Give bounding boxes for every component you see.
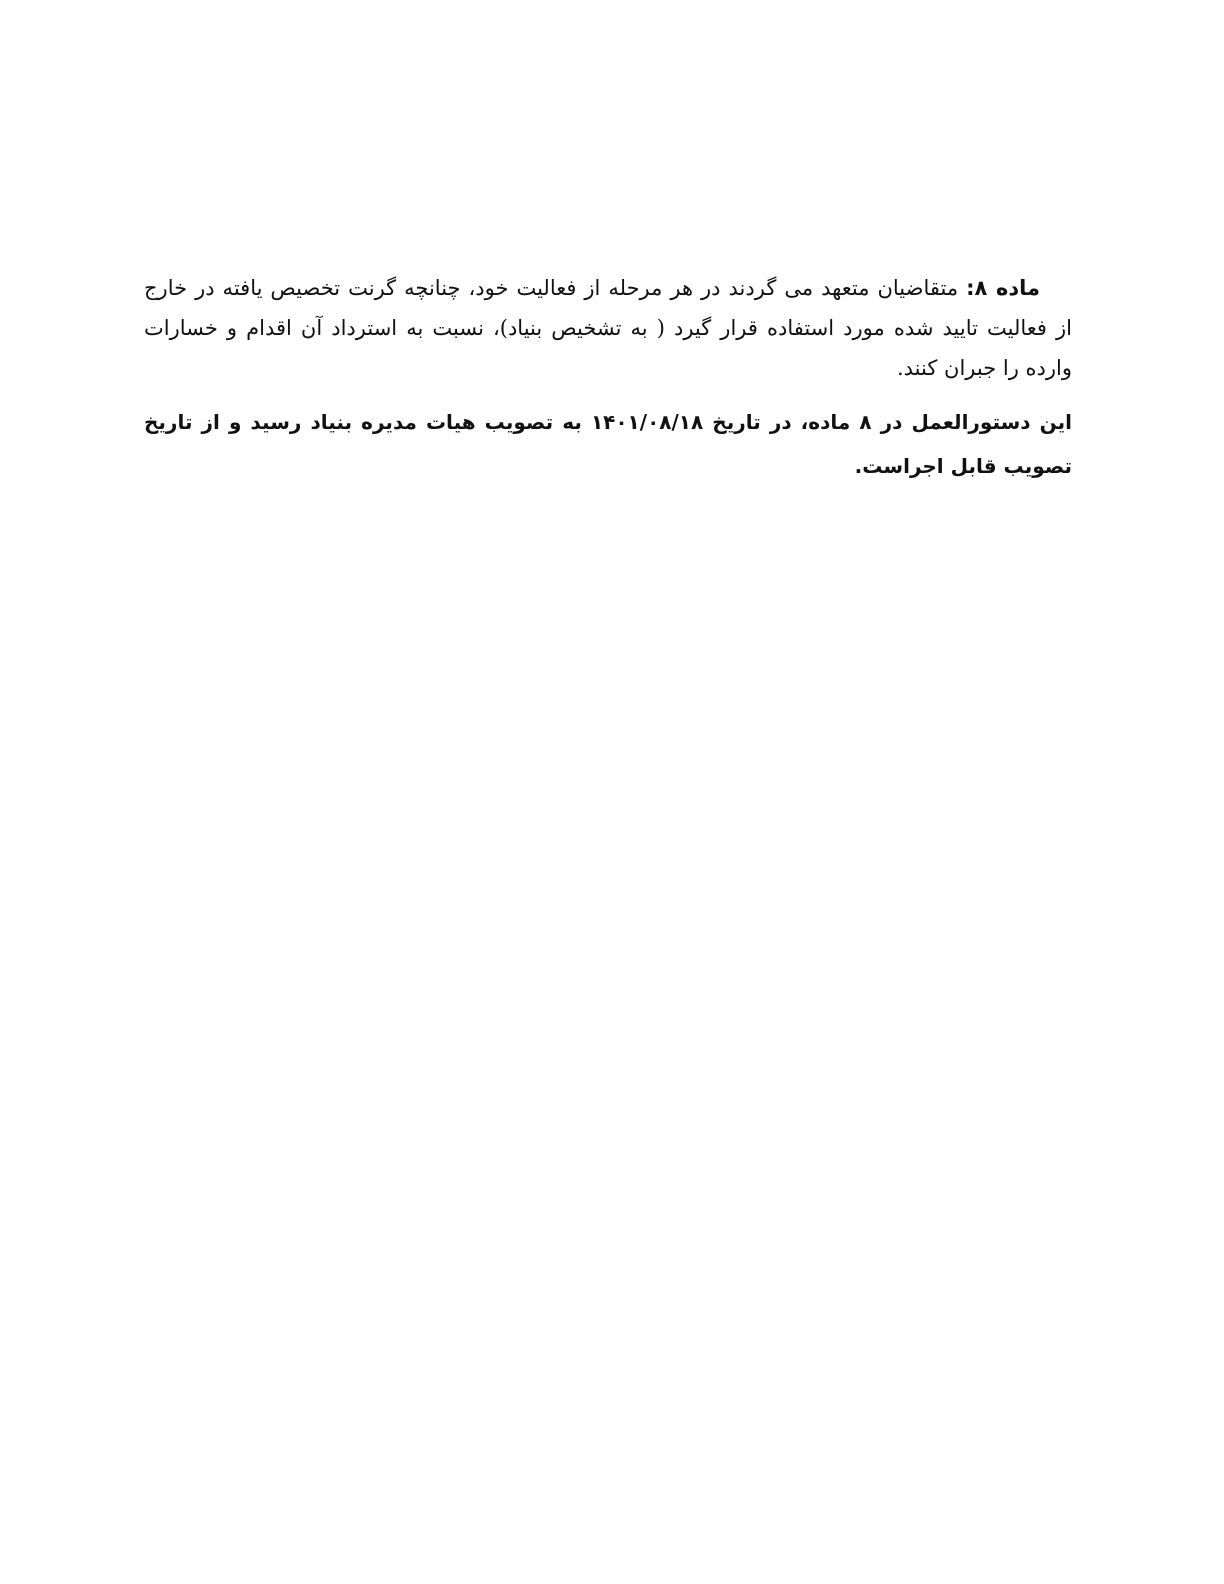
article-8-text: متقاضیان متعهد می گردند در هر مرحله از فعالیت خود، چنانچه گرنت تخصیص یافته در خارج از فعالیت تایید شده مورد استفاده قرار گیرد ( به تشخیص بنیاد)، نسبت به استرداد آن اقدام و خسارات وارده را جبران کنند.: [144, 276, 1072, 380]
article-8-paragraph: [144, 268, 1072, 388]
document-body: [144, 268, 1072, 500]
article-8-label: ماده ۸:: [966, 276, 1041, 300]
approval-note: این دستورالعمل در ۸ ماده، در تاریخ ۱۴۰۱/۰۸/۱۸ به تصویب هیات مدیره بنیاد رسید و از تاریخ تصویب قابل اجراست.: [144, 410, 1073, 478]
